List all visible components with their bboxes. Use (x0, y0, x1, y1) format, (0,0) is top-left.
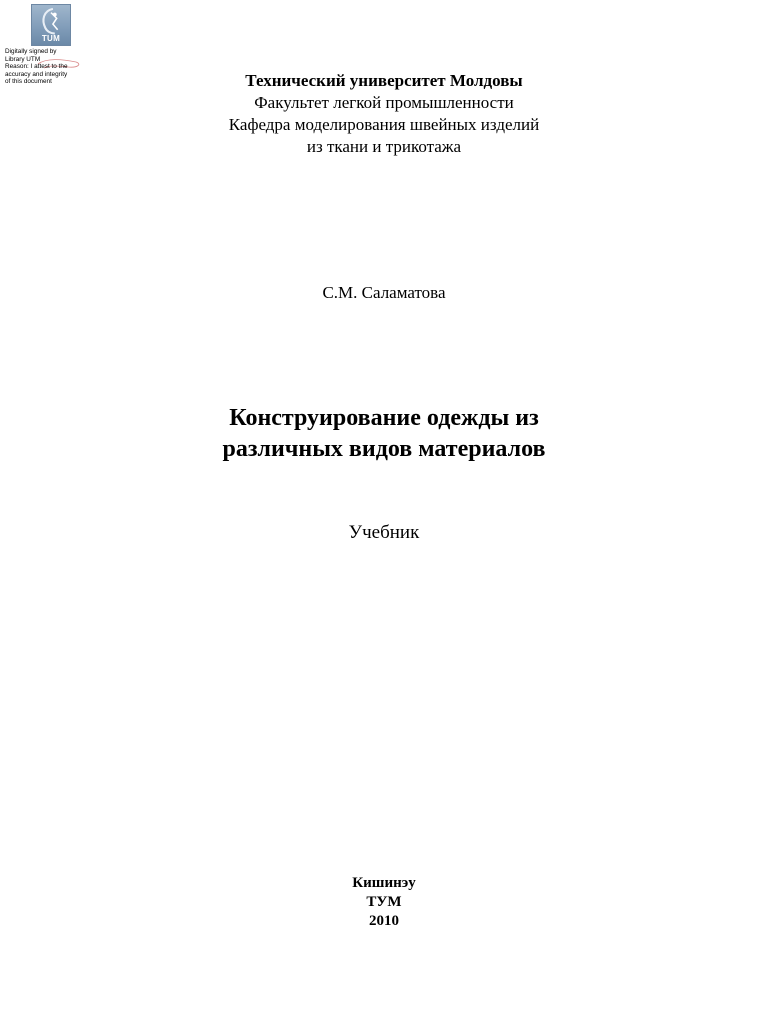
tum-logo (31, 4, 71, 46)
signature-line: of this document (5, 78, 52, 86)
book-title-line-2: различных видов материалов (222, 436, 546, 462)
signature-line: Library UTM (5, 55, 41, 63)
department-name-line-1: Кафедра моделирования швейных изделий (228, 115, 540, 134)
imprint-year: 2010 (369, 913, 399, 929)
institution-header (0, 70, 768, 158)
author-name: С.М. Саламатова (322, 283, 446, 302)
imprint (0, 874, 768, 931)
tum-logo-text: TUM (41, 34, 61, 43)
imprint-publisher: ТУМ (366, 894, 402, 910)
faculty-name: Факультет легкой промышленности (254, 93, 514, 112)
book-subtitle: Учебник (348, 522, 420, 543)
department-name-line-2: из ткани и трикотажа (306, 137, 462, 156)
university-name: Технический университет Молдовы (245, 71, 523, 90)
signature-line: Reason: I attest to the (5, 63, 68, 71)
signature-line: accuracy and integrity (5, 70, 68, 78)
imprint-city: Кишинэу (352, 875, 416, 891)
signature-line: Digitally signed by (5, 48, 57, 55)
book-title (0, 403, 768, 465)
book-title-line-1: Конструирование одежды из (229, 405, 539, 431)
